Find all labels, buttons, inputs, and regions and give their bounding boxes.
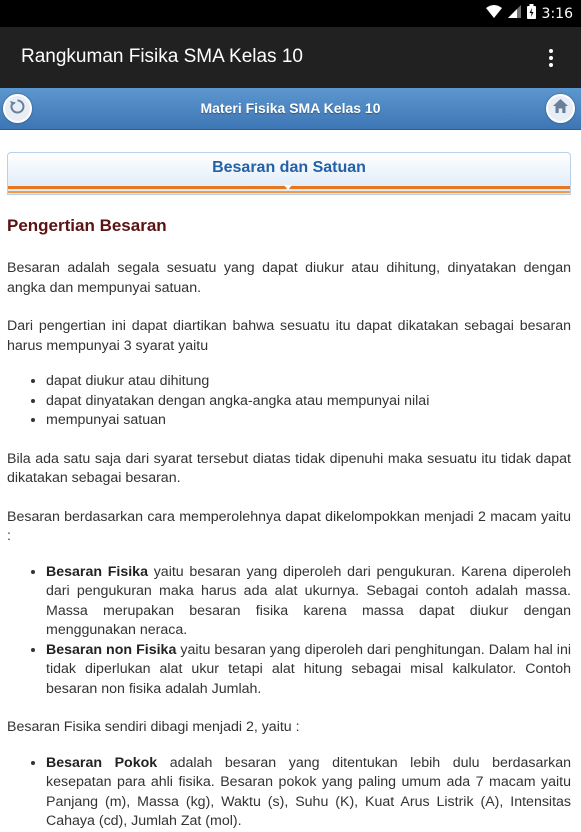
list-item: • mempunyai satuan [46,411,571,431]
nav-title: Materi Fisika SMA Kelas 10 [200,100,381,116]
paragraph-condition: Bila ada satu saja dari syarat tersebut diatas tidak dipenuhi maka sesuatu itu tidak dapat dikatakan sebagai besaran. [7,450,571,486]
list-item [46,754,571,832]
signal-icon [508,5,521,23]
definition: adalah besaran yang ditentukan lebih dulu berdasarkan kesepatan para ahli fisika. Besaran pokok yang paling umum ada 7 macam yaitu Panjang (m), Massa (kg), Waktu (s), Suhu (K), Kuat Arus Listrik (A), Intensitas Cahaya (cd), Jumlah Zat (mol). [46,754,571,829]
overflow-menu-icon[interactable] [541,47,561,69]
list-item [46,563,571,641]
article [7,152,571,832]
kinds-list [46,754,571,832]
section-heading: Pengertian Besaran [7,216,167,235]
battery-icon [527,4,536,24]
paragraph-definition: Besaran adalah segala sesuatu yang dapat diukur atau dihitung, dinyatakan dengan angka dan mempunyai satuan. [7,260,571,296]
status-icons [486,0,573,27]
definition: yaitu besaran yang diperoleh dari pengukuran. Karena diperoleh dari pengukuran maka harus ada alat ukurnya. Sebagai contoh adalah massa. Massa merupakan besaran fisika karena massa dapat diukur dengan menggunakan neraca. [46,563,571,638]
requirements-list [46,372,571,431]
section-title: Besaran dan Satuan [212,159,366,176]
nav-bar [0,88,581,130]
paragraph-kinds-intro: Besaran Fisika sendiri dibagi menjadi 2, yaitu : [7,719,300,735]
list-item: • dapat diukur atau dihitung [46,372,571,392]
banner-stripe-lower [8,191,570,193]
section-banner [7,152,571,195]
definition: yaitu besaran yang diperoleh dari penghitungan. Dalam hal ini tidak diperlukan alat ukur tetapi alat hitung sebagai misal kalkulator. Contoh besaran non fisika adalah Jumlah. [46,641,571,697]
app-title: Rangkuman Fisika SMA Kelas 10 [21,46,303,67]
list-item [46,641,571,700]
wifi-icon [486,5,502,23]
term: Besaran Fisika [46,563,148,580]
status-time: 3:16 [541,5,573,22]
types-list [46,563,571,700]
paragraph-groups-intro: Besaran berdasarkan cara memperolehnya dapat dikelompokkan menjadi 2 macam yaitu : [7,508,571,544]
home-button[interactable] [546,94,575,123]
home-icon [552,98,569,119]
app-bar [0,27,581,88]
status-bar [0,0,581,27]
paragraph-requirements-intro: Dari pengertian ini dapat diartikan bahwa sesuatu itu dapat dikatakan sebagai besaran harus mempunyai 3 syarat yaitu [7,318,571,354]
list-item: • dapat dinyatakan dengan angka-angka atau mempunyai nilai [46,392,571,412]
banner-marker [284,185,292,190]
term: Besaran Pokok [46,754,158,771]
term: Besaran non Fisika [46,641,177,658]
